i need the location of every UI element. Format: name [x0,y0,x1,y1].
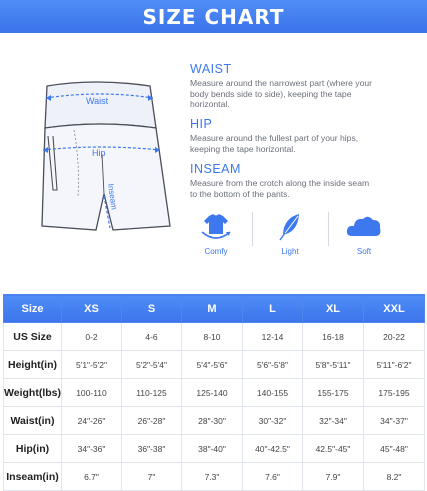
table-row [4,379,425,407]
table-cell: 5'2"-5'4" [122,351,182,379]
feature-soft [334,210,394,256]
inseam-diagram-label: Inseam [106,183,119,211]
section-description: Measure around the narrowest part (where your body bends side to side), keeping the tape horizontal. [190,78,372,109]
feature-comfy [186,210,246,256]
column-header: L [243,295,303,323]
table-cell: 5'4"-5'6" [182,351,243,379]
column-header: XL [303,295,364,323]
row-label: Height(in) [4,351,62,379]
column-header: S [122,295,182,323]
feature-icons [186,210,418,260]
section-description: Measure around the fullest part of your hips, keeping the tape horizontal. [190,133,359,154]
table-cell: 4-6 [122,323,182,351]
table-cell: 100-110 [62,379,122,407]
row-label: Weight(lbs) [4,379,62,407]
table-cell: 36"-38" [122,435,182,463]
table-cell: 16-18 [303,323,364,351]
shorts-illustration [20,44,190,280]
column-header: M [182,295,243,323]
table-row [4,463,425,491]
size-table [3,294,425,491]
column-header: XXL [364,295,425,323]
section-heading: HIP [190,117,213,131]
table-cell: 5'6"-5'8" [243,351,303,379]
table-cell: 28"-30" [182,407,243,435]
table-cell: 155-175 [303,379,364,407]
feather-icon [272,210,308,244]
title-banner [0,0,427,33]
waist-diagram-label: Waist [86,96,109,106]
waist-section [190,62,372,110]
table-cell: 8.2" [364,463,425,491]
shirt-icon [198,210,234,244]
feature-divider [252,212,253,246]
section-heading: INSEAM [190,162,241,176]
table-cell: 30"-32" [243,407,303,435]
row-label: US Size [4,323,62,351]
table-cell: 175-195 [364,379,425,407]
feature-label: Light [281,247,299,256]
feature-light [260,210,320,256]
table-cell: 5'8"-5'11" [303,351,364,379]
page-title: SIZE CHART [142,4,285,29]
table-row [4,407,425,435]
table-cell: 7.9" [303,463,364,491]
column-header: Size [4,295,62,323]
row-label: Inseam(in) [4,463,62,491]
feature-divider [328,212,329,246]
feature-label: Comfy [204,247,228,256]
table-cell: 26"-28" [122,407,182,435]
cloud-icon [344,210,384,244]
table-cell: 5'11"-6'2" [364,351,425,379]
table-header-row [4,295,425,323]
table-cell: 0-2 [62,323,122,351]
hip-diagram-label: Hip [92,148,106,158]
feature-label: Soft [356,247,372,256]
table-cell: 5'1"-5'2" [62,351,122,379]
table-cell: 42.5"-45" [303,435,364,463]
table-cell: 7" [122,463,182,491]
table-cell: 6.7" [62,463,122,491]
table-cell: 12-14 [243,323,303,351]
row-label: Hip(in) [4,435,62,463]
table-cell: 38"-40" [182,435,243,463]
table-row [4,351,425,379]
inseam-section [190,162,369,199]
table-cell: 7.6" [243,463,303,491]
section-description: Measure from the crotch along the inside seam to the bottom of the pants. [190,178,370,199]
table-cell: 140-155 [243,379,303,407]
table-cell: 20-22 [364,323,425,351]
table-cell: 40"-42.5" [243,435,303,463]
table-cell: 24"-26" [62,407,122,435]
table-cell: 7.3" [182,463,243,491]
table-cell: 125-140 [182,379,243,407]
hip-section [190,117,358,154]
table-cell: 32"-34" [303,407,364,435]
table-cell: 34"-36" [62,435,122,463]
table-cell: 34"-37" [364,407,425,435]
table-cell: 110-125 [122,379,182,407]
column-header: XS [62,295,122,323]
row-label: Waist(in) [4,407,62,435]
table-row [4,323,425,351]
shorts-diagram [20,44,190,280]
section-heading: WAIST [190,62,232,76]
table-cell: 45"-48" [364,435,425,463]
table-row [4,435,425,463]
table-cell: 8-10 [182,323,243,351]
